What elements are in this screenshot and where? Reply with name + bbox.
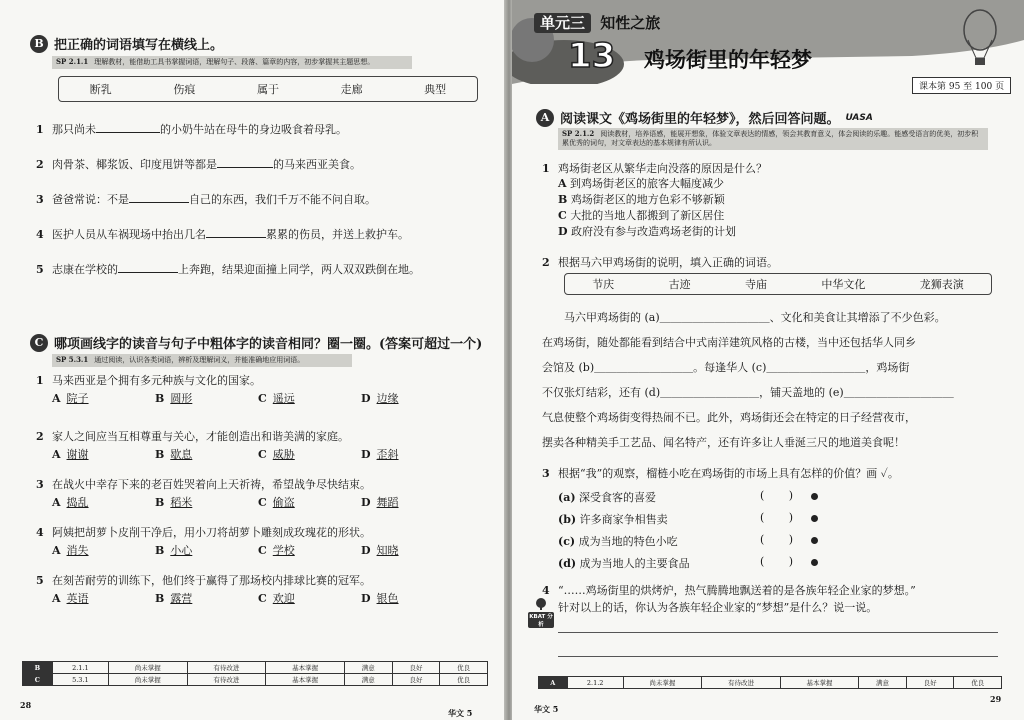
assessment-row: A 2.1.2 尚未掌握 有待改进 基本掌握 满意 良好 优良 <box>539 677 1002 689</box>
word-bank-item: 节庆 <box>592 278 615 291</box>
assessment-row: B 2.1.1 尚未掌握 有待改进 基本掌握 满意 良好 优良 <box>23 662 488 674</box>
answer-blank[interactable] <box>206 227 266 238</box>
passage-line: 不仅张灯结彩，还有 (d)＿＿＿＿＿＿＿＿＿，铺天盖地的 (e)＿＿＿＿＿＿＿＿＿＿ <box>542 386 954 399</box>
passage-line: 会馆及 (b)＿＿＿＿＿＿＿＿＿。每逢华人 (c)＿＿＿＿＿＿＿＿＿，鸡场街 <box>542 361 910 374</box>
question-a1: 1 鸡场街老区从繁华走向没落的原因是什么？ <box>542 162 767 175</box>
question-b3: 3 爸爸常说：不是 自己的东西，我们千万不能不问自取。 <box>36 193 376 206</box>
sp-code: SP 2.1.1 <box>56 57 89 66</box>
section-a-heading <box>536 108 873 127</box>
word-bank-item: 伤痕 <box>173 83 196 96</box>
options-c4 <box>52 542 464 558</box>
question-a4-prompt: 针对以上的话，你认为各族年轻企业家的“梦想”是什么？说一说。 <box>558 601 878 614</box>
subject-label: 华文 5 <box>448 708 473 718</box>
option[interactable]: D 边缘 <box>361 392 399 405</box>
question-c5: 5 在刻苦耐劳的训练下，他们终于赢得了那场校内排球比赛的冠军。 <box>36 574 371 587</box>
options-c2 <box>52 446 464 462</box>
option[interactable]: A 院子 <box>52 392 89 405</box>
option[interactable]: A 谢谢 <box>52 448 89 461</box>
option[interactable]: A 英语 <box>52 592 89 605</box>
word-bank-item: 寺庙 <box>744 278 767 291</box>
option[interactable]: C 威胁 <box>258 448 295 461</box>
option[interactable]: A 消失 <box>52 544 89 557</box>
section-b-title: 把正确的词语填写在横线上。 <box>54 38 224 53</box>
option[interactable]: D 知晓 <box>361 544 399 557</box>
section-b-skill-note <box>52 56 412 69</box>
passage-line: 摆卖各种精美手工艺品、闻名特产，还有许多让人垂涎三尺的地道美食呢！ <box>542 436 905 449</box>
word-bank-item: 龙狮表演 <box>919 278 964 291</box>
section-b-heading <box>30 34 223 53</box>
option-a1-d[interactable]: D 政府没有参与改造鸡场老街的计划 <box>558 225 737 238</box>
word-bank-item: 古迹 <box>668 278 691 291</box>
option[interactable]: A 捣乱 <box>52 496 89 509</box>
checklist-item: (b) 许多商家争相售卖 <box>558 513 668 526</box>
question-c1: 1 马来西亚是个拥有多元种族与文化的国家。 <box>36 374 261 387</box>
option[interactable]: D 银色 <box>361 592 399 605</box>
uasa-tag: UASA <box>845 112 873 123</box>
option-a1-b[interactable]: B 鸡场街老区的地方色彩不够新颖 <box>558 193 725 206</box>
word-bank-a2 <box>564 273 992 295</box>
self-assessment-table <box>538 676 1002 689</box>
word-bank-item: 典型 <box>424 83 447 96</box>
question-c4: 4 阿姨把胡萝卜皮削干净后，用小刀将胡萝卜雕刻成玫瑰花的形状。 <box>36 526 371 539</box>
option[interactable]: B 小心 <box>155 544 193 557</box>
checklist-item: (c) 成为当地的特色小吃 <box>558 535 678 548</box>
checklist-item: (a) 深受食客的喜爱 <box>558 491 657 504</box>
answer-blank[interactable] <box>217 157 273 168</box>
lesson-title: 鸡场街里的年轻梦 <box>644 47 812 72</box>
question-b2: 2 肉骨茶、椰浆饭、印度甩饼等都是 的马来西亚美食。 <box>36 158 361 171</box>
question-a2: 2 根据马六甲鸡场街的说明，填入正确的词语。 <box>542 256 778 269</box>
option[interactable]: C 偷盗 <box>258 496 295 509</box>
kbat-icon: KBAT 分析 <box>528 598 554 628</box>
option[interactable]: B 圆形 <box>155 392 193 405</box>
section-c-heading <box>30 333 482 352</box>
question-a3: 3 根据“我”的观察，榴梿小吃在鸡场街的市场上具有怎样的价值？画 ✓。 <box>542 467 899 480</box>
passage-line: 气息使整个鸡场街变得热闹不已。此外，鸡场街还会在特定的日子经营夜市， <box>542 411 916 424</box>
word-bank-item: 断乳 <box>89 83 112 96</box>
option[interactable]: C 学校 <box>258 544 295 557</box>
option-a1-a[interactable]: A 到鸡场街老区的旅客大幅度减少 <box>558 177 725 190</box>
section-c-title: 哪项画线字的读音与句子中粗体字的读音相同？圈一圈。(答案可超过一个) <box>54 337 483 352</box>
check-box[interactable]: ( ) <box>760 489 818 502</box>
option[interactable]: B 稻米 <box>155 496 193 509</box>
answer-blank[interactable] <box>96 122 160 133</box>
section-b-badge: B <box>30 35 48 53</box>
section-a-skill-note: SP 2.1.2 阅读教材，培养语感，能展开想象，体验文章表达的情感，领会其教育意义，体会阅读的乐趣。能感受语言的优美，初步积累优秀的词句，对文章表达的基本规律有所认识。 <box>558 128 988 150</box>
left-page <box>0 0 506 720</box>
assessment-row: C 5.3.1 尚未掌握 有待改进 基本掌握 满意 良好 优良 <box>23 674 488 686</box>
section-a-title: 阅读课文《鸡场街里的年轻梦》，然后回答问题。 <box>560 112 840 127</box>
option[interactable]: C 遥远 <box>258 392 295 405</box>
question-c3: 3 在战火中幸存下来的老百姓哭着向上天祈祷，希望战争尽快结束。 <box>36 478 371 491</box>
option[interactable]: B 歇息 <box>155 448 193 461</box>
page-number: 28 <box>20 700 32 710</box>
answer-blank[interactable] <box>118 262 178 273</box>
page-number: 29 <box>990 694 1002 704</box>
checklist-item: (d) 成为当地人的主要食品 <box>558 557 690 570</box>
question-b1: 1 那只尚未 的小奶牛站在母牛的身边吸食着母乳。 <box>36 123 347 136</box>
textbook-page-ref: 课本第 95 至 100 页 <box>912 77 1011 94</box>
check-box[interactable]: ( ) <box>760 511 818 524</box>
section-a-badge: A <box>536 109 554 127</box>
check-box[interactable]: ( ) <box>760 555 818 568</box>
answer-blank[interactable] <box>129 192 189 203</box>
check-box[interactable]: ( ) <box>760 533 818 546</box>
sp-text: 理解教材，能借助工具书掌握词语，理解句子、段落、篇章的内容，初步掌握其主题思想。 <box>94 58 375 66</box>
question-a4: 4 “……鸡场街里的烘烤炉，热气腾腾地飘送着的是各族年轻企业家的梦想。” <box>542 584 916 597</box>
passage-line: 马六甲鸡场街的 (a)＿＿＿＿＿＿＿＿＿＿、文化和美食让其增添了不少色彩。 <box>564 311 946 324</box>
word-bank-item: 中华文化 <box>821 278 866 291</box>
passage-line: 在鸡场街，随处都能看到结合中式南洋建筑风格的古楼，当中还包括华人同乡 <box>542 336 916 349</box>
option-a1-c[interactable]: C 大批的当地人都搬到了新区居住 <box>558 209 725 222</box>
lesson-number: 13 <box>568 36 616 76</box>
question-b5: 5 志康在学校的 上奔跑，结果迎面撞上同学，两人双双跌倒在地。 <box>36 263 420 276</box>
answer-line[interactable] <box>558 656 998 657</box>
subject-label: 华文 5 <box>534 704 559 714</box>
question-c2: 2 家人之间应当互相尊重与关心，才能创造出和谐美满的家庭。 <box>36 430 349 443</box>
options-c1 <box>52 390 464 406</box>
option[interactable]: D 舞蹈 <box>361 496 399 509</box>
self-assessment-table <box>22 661 488 686</box>
question-b4: 4 医护人员从车祸现场中抬出几名 累累的伤员，并送上救护车。 <box>36 228 409 241</box>
section-c-badge: C <box>30 334 48 352</box>
options-c3 <box>52 494 464 510</box>
word-bank-item: 走廊 <box>340 83 363 96</box>
option[interactable]: B 露营 <box>155 592 193 605</box>
answer-line[interactable] <box>558 632 998 633</box>
option[interactable]: C 欢迎 <box>258 592 295 605</box>
right-page <box>512 0 1024 720</box>
options-c5 <box>52 590 464 606</box>
section-c-skill-note: SP 5.3.1 通过阅读，认识各类词语，辨析及理解词义，并能准确地应用词语。 <box>52 354 352 367</box>
option[interactable]: D 歪斜 <box>361 448 399 461</box>
unit-label: 单元三 知性之旅 <box>534 12 660 33</box>
word-bank-b <box>58 76 478 102</box>
word-bank-item: 属于 <box>256 83 279 96</box>
